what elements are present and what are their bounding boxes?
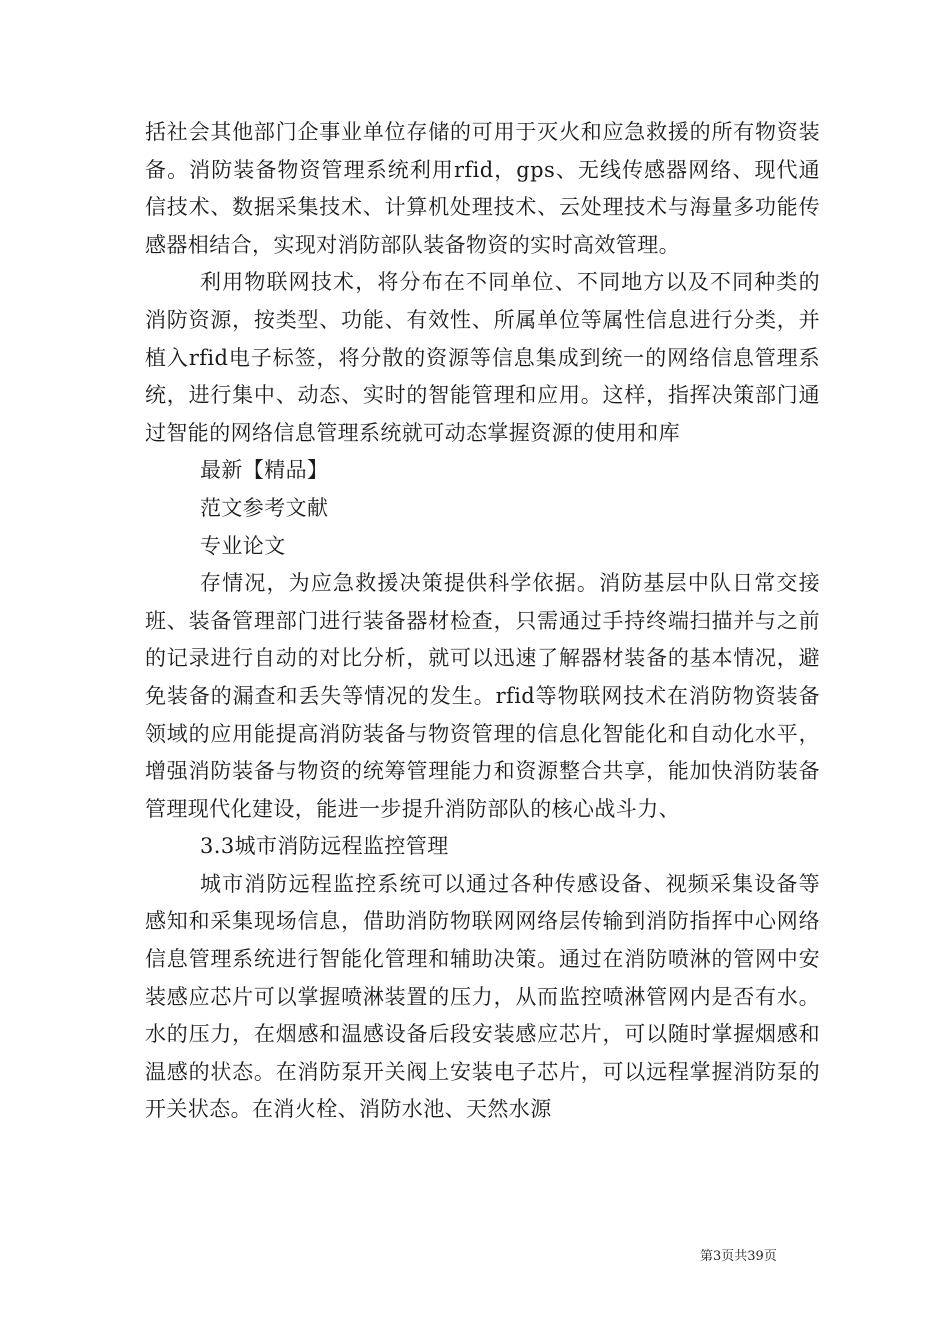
paragraph-continuation-1: 括社会其他部门企事业单位存储的可用于灭火和应急救援的所有物资装备。消防装备物资管理系统利用rfid，gps、无线传感器网络、现代通信技术、数据采集技术、计算机处理技术、云处理技术与海量多功能传感器相结合，实现对消防部队装备物资的实时高效管理。 — [145, 120, 820, 257]
inserted-label-latest: 最新【精品】 — [200, 458, 329, 483]
section-heading-3-3: 3.3城市消防远程监控管理 — [200, 834, 449, 859]
paragraph-remote-monitoring: 城市消防远程监控系统可以通过各种传感设备、视频采集设备等感知和采集现场信息，借助消防物联网网络层传输到消防指挥中心网络信息管理系统进行智能化管理和辅助决策。通过在消防喷淋的管网中安装感应芯片可以掌握喷淋装置的压力，从而监控喷淋管网内是否有水。水的压力，在烟感和温感设备后段安装感应芯片，可以随时掌握烟感和温感的状态。在消防泵开关阀上安装电子芯片，可以远程掌握消防泵的开关状态。在消火栓、消防水池、天然水源 — [145, 871, 820, 1122]
paragraph-iot-resources: 利用物联网技术，将分布在不同单位、不同地方以及不同种类的消防资源，按类型、功能、有效性、所属单位等属性信息进行分类，并植入rfid电子标签，将分散的资源等信息集成到统一的网络信息管理系统，进行集中、动态、实时的智能管理和应用。这样，指挥决策部门通过智能的网络信息管理系统就可动态掌握资源的使用和库 — [145, 270, 820, 445]
paragraph-continuation-2: 存情况，为应急救援决策提供科学依据。消防基层中队日常交接班、装备管理部门进行装备器材检查，只需通过手持终端扫描并与之前的记录进行自动的对比分析，就可以迅速了解器材装备的基本情况，避免装备的漏查和丢失等情况的发生。rfid等物联网技术在消防物资装备领域的应用能提高消防装备与物资管理的信息化智能化和自动化水平，增强消防装备与物资的统筹管理能力和资源整合共享，能加快消防装备管理现代化建设，能进一步提升消防部队的核心战斗力、 — [145, 571, 820, 821]
inserted-label-paper: 专业论文 — [200, 533, 286, 558]
page-number-footer: 第3页共39页 — [700, 1249, 777, 1264]
document-body — [145, 114, 820, 1129]
inserted-label-references: 范文参考文献 — [200, 495, 329, 520]
